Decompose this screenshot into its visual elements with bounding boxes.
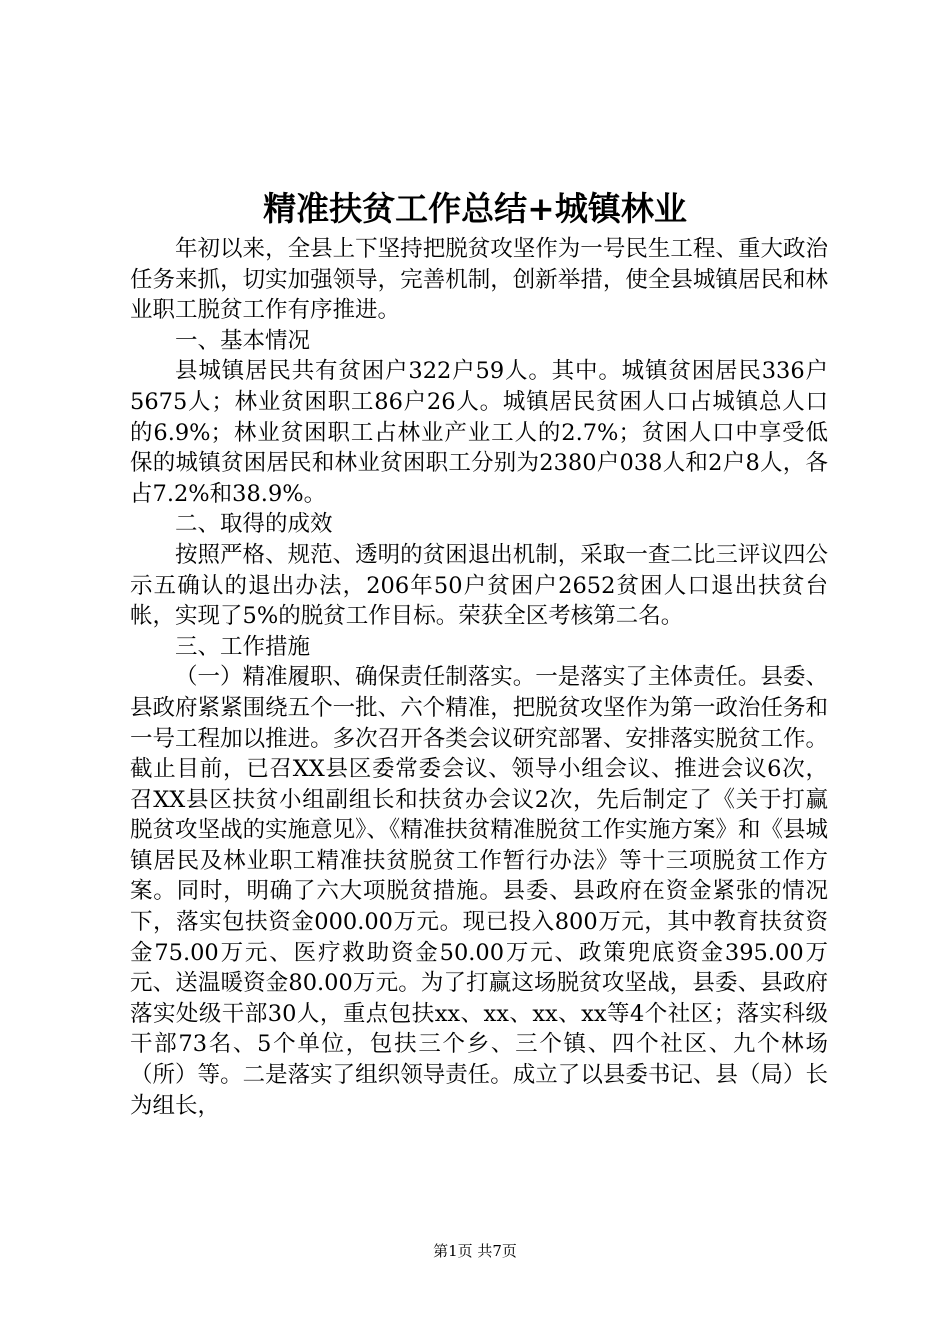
intro-paragraph: 年初以来，全县上下坚持把脱贫攻坚作为一号民生工程、重大政治任务来抓，切实加强领导，完善机制，创新举措，使全县城镇居民和林业职工脱贫工作有序推进。 — [130, 236, 828, 324]
document-title: 精准扶贫工作总结+城镇林业 — [263, 189, 687, 228]
section-heading-measures: 三、工作措施 — [175, 633, 311, 660]
section-heading-achievements: 二、取得的成效 — [175, 511, 333, 538]
achievements-paragraph: 按照严格、规范、透明的贫困退出机制，采取一查二比三评议四公示五确认的退出办法，206年50户贫困户2652贫困人口退出扶贫台帐，实现了5%的脱贫工作目标。荣获全区考核第二名。 — [130, 541, 828, 630]
document-body — [130, 234, 828, 1121]
page-footer: 第1页 共7页 — [433, 1242, 517, 1260]
basic-situation-paragraph: 县城镇居民共有贫困户322户59人。其中。城镇贫困居民336户5675人；林业贫困职工86户26人。城镇居民贫困人口占城镇总人口的6.9%；林业贫困职工占林业产业工人的2.7%；贫困人口中享受低保的城镇贫困居民和林业贫困职工分别为2380户038人和2户8人，各占7.2%和38.9%。 — [130, 358, 828, 507]
measures-paragraph: （一）精准履职、确保责任制落实。一是落实了主体责任。县委、县政府紧紧围绕五个一批、六个精准，把脱贫攻坚作为第一政治任务和一号工程加以推进。多次召开各类会议研究部署、安排落实脱贫工作。截止目前，已召XX县区委常委会议、领导小组会议、推进会议6次，召XX县区扶贫小组副组长和扶贫办会议2次，先后制定了《关于打赢脱贫攻坚战的实施意见》、《精准扶贫精准脱贫工作实施方案》和《县城镇居民及林业职工精准扶贫脱贫工作暂行办法》等十三项脱贫工作方案。同时，明确了六大项脱贫措施。县委、县政府在资金紧张的情况下，落实包扶资金000.00万元。现已投入800万元，其中教育扶贫资金75.00万元、医疗救助资金50.00万元、政策兜底资金395.00万元、送温暖资金80.00万元。为了打赢这场脱贫攻坚战，县委、县政府落实处级干部30人，重点包扶xx、xx、xx、xx等4个社区；落实科级干部73名、5个单位，包扶三个乡、三个镇、四个社区、九个林场（所）等。二是落实了组织领导责任。成立了以县委书记、县（局）长为组长， — [130, 664, 828, 1119]
section-heading-basic-situation: 一、基本情况 — [175, 327, 311, 354]
